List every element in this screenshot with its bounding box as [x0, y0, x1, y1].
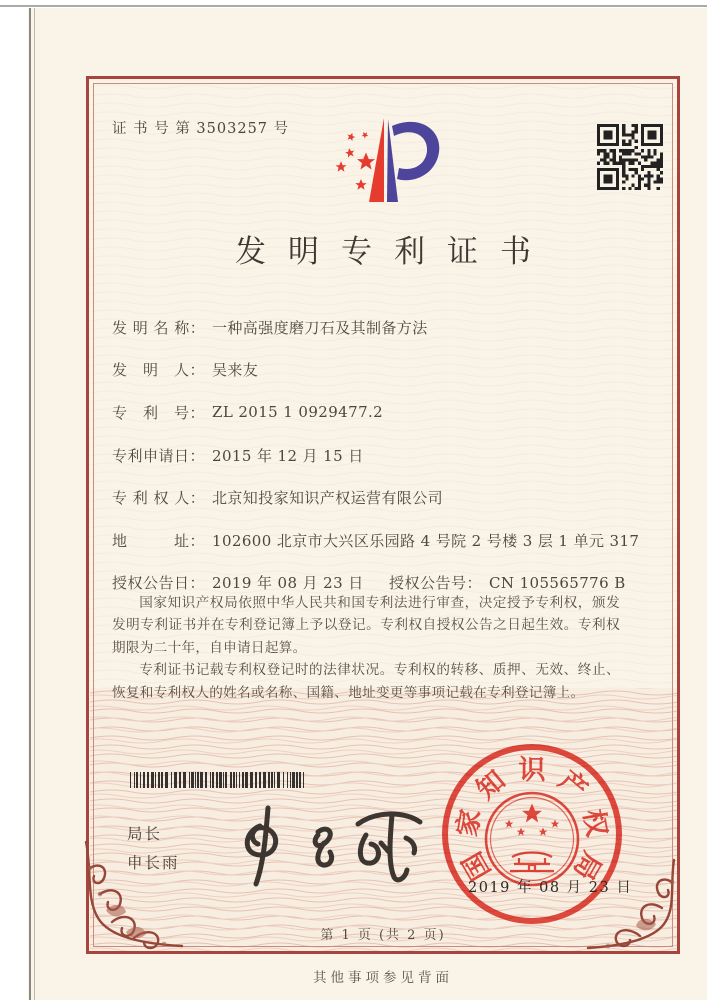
field-invention-name: [112, 306, 652, 349]
field-filing-date: [112, 434, 652, 477]
officer-block: [127, 820, 180, 878]
document-title: 发明专利证书: [235, 234, 553, 270]
barcode: [130, 772, 306, 788]
seal-char: 国: [456, 846, 498, 886]
field-label: 发 明 名 称：: [112, 318, 206, 337]
field-patent-number: [112, 391, 652, 434]
qr-code: [597, 124, 663, 190]
seal-char: 产: [552, 764, 594, 806]
field-value: 吴来友: [212, 361, 259, 380]
field-value: 102600 北京市大兴区乐园路 4 号院 2 号楼 3 层 1 单元 317: [212, 531, 640, 550]
officer-signature: [230, 790, 440, 895]
official-seal: [436, 740, 628, 932]
seal-char: 家: [451, 806, 488, 839]
field-value: CN 105565776 B: [489, 573, 626, 592]
grant-date-stamp: 2019 年 08 月 23 日: [468, 880, 633, 896]
scan-edge-left: [29, 8, 31, 1000]
legal-paragraph-1: 国家知识产权局依照中华人民共和国专利法进行审查，决定授予专利权，颁发发明专利证书并在专利登记簿上予以登记。专利权自授权公告之日起生效。专利权期限为二十年，自申请日起算。: [112, 595, 620, 656]
seal-char: 权: [576, 806, 613, 839]
field-value: 2015 年 12 月 15 日: [212, 446, 364, 465]
field-value: 2019 年 08 月 23 日: [212, 574, 364, 593]
seal-char: 识: [518, 755, 546, 786]
field-value: 一种高强度磨刀石及其制备方法: [212, 318, 428, 337]
field-label: 授权公告号：: [389, 574, 483, 593]
legal-paragraph-2: 专利证书记载专利权登记时的法律状况。专利权的转移、质押、无效、终止、恢复和专利权人的姓名或名称、国籍、地址变更等事项记载在专利登记簿上。: [112, 662, 620, 701]
back-side-note: 其他事项参见背面: [313, 970, 453, 986]
field-label: 授权公告日：: [112, 574, 206, 593]
field-label: 地 址：: [112, 531, 206, 550]
officer-title: 局长: [127, 825, 163, 843]
officer-name: 申长雨: [127, 854, 180, 872]
field-inventor: [112, 349, 652, 392]
field-label: 专 利 权 人：: [112, 489, 206, 508]
field-value: 北京知投家知识产权运营有限公司: [212, 489, 444, 508]
seal-char: 知: [470, 764, 512, 806]
page-number: 第 1 页 (共 2 页): [320, 928, 446, 943]
certificate-number: 证 书 号 第 3503257 号: [112, 121, 290, 137]
legal-text: [112, 592, 620, 704]
cnipa-logo-icon: [318, 106, 458, 216]
barcode-svg: [130, 772, 306, 788]
scan-edge-top: [0, 5, 707, 7]
field-label: 专 利 号：: [112, 403, 206, 422]
qr-code-svg: [597, 124, 663, 190]
field-label: 专利申请日：: [112, 446, 206, 465]
scan-edge-left-inner: [34, 8, 35, 1000]
field-label: 发 明 人：: [112, 361, 206, 380]
field-value: ZL 2015 1 0929477.2: [212, 403, 384, 422]
field-grant-number: [389, 572, 626, 593]
field-patentee: [112, 476, 652, 519]
field-address: [112, 519, 652, 562]
seal-char: 局: [566, 846, 608, 886]
field-list: [112, 306, 652, 604]
